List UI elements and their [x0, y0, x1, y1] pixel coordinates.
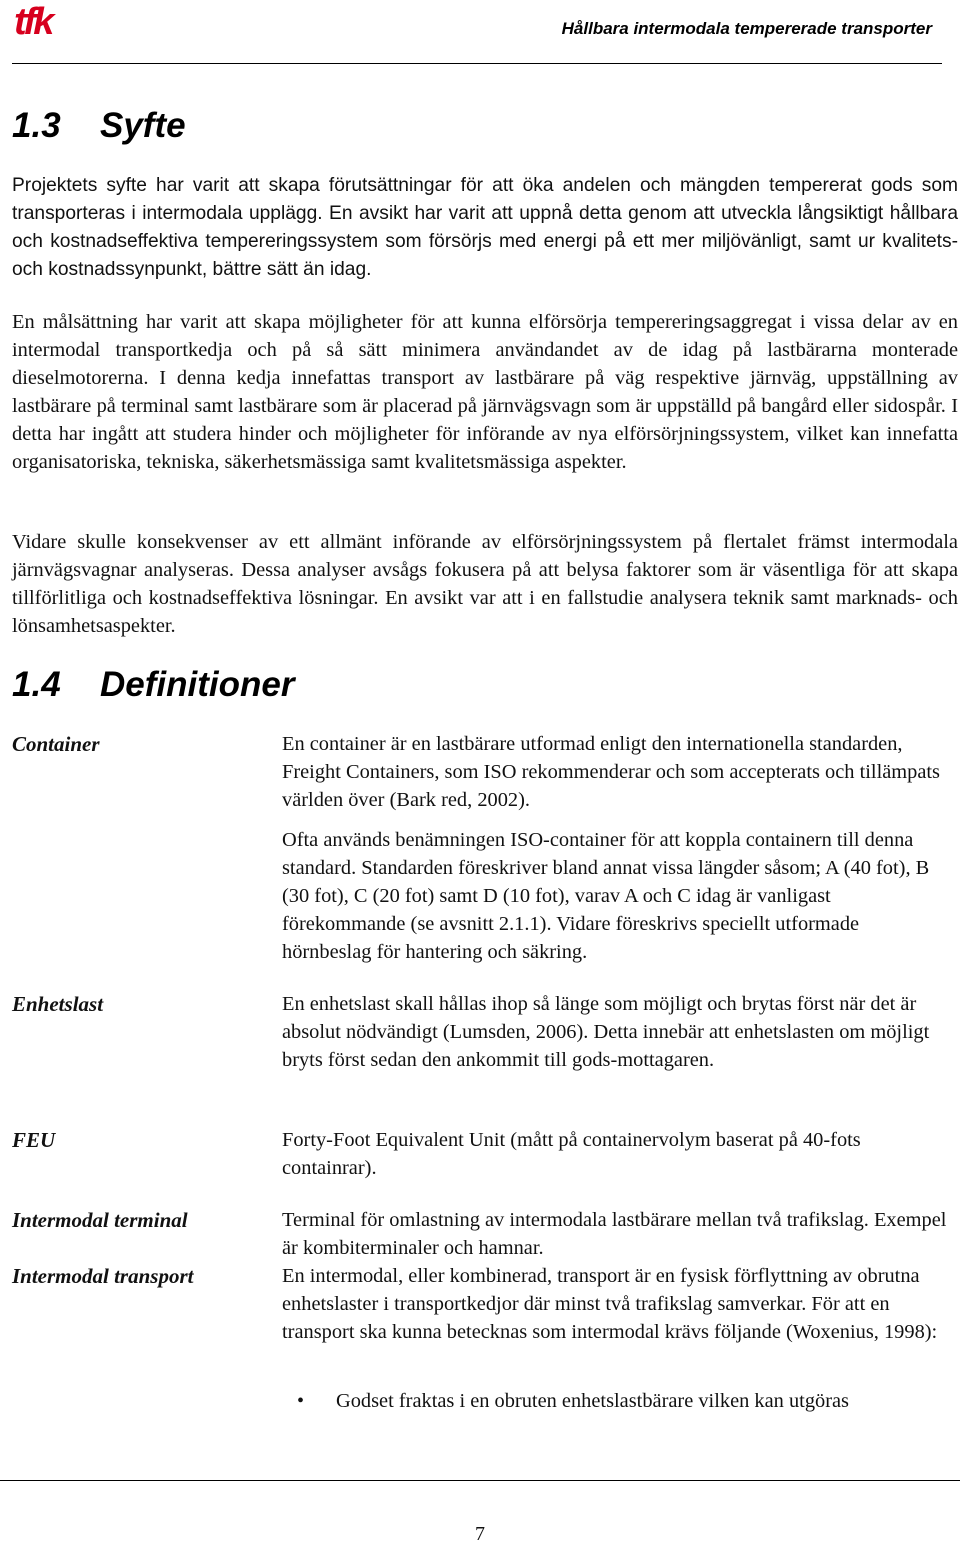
- definition-container-2: Ofta används benämningen ISO-container för att koppla containern till denna standard. Standarden föreskriver bland annat vissa längder såsom; A (40 fot), B (30 fot), C (20 fot) samt D (10 fot), varav A och C idag är vanligast förekommande (se avsnitt 2.1.1). Vidare föreskrivs speciellt utformade hörnbeslag för hantering och säkring.: [282, 829, 930, 963]
- term-intermodal-terminal: Intermodal terminal: [12, 1208, 188, 1232]
- definition-intermodal-transport: En intermodal, eller kombinerad, transport är en fysisk förflyttning av obrutna enhetslaster i transportkedjor där minst två trafikslag samverkar. För att en transport ska kunna betecknas som intermodal krävs följande (Woxenius, 1998):: [282, 1265, 938, 1343]
- definition-enhetslast: En enhetslast skall hållas ihop så länge som möjligt och brytas först när det är absolut nödvändigt (Lumsden, 2006). Detta innebär att enhetslasten om möjligt bryts först sedan den ankommit till gods-mottagaren.: [282, 993, 930, 1071]
- header-divider: [12, 63, 942, 64]
- tfk-logo: tfk: [14, 1, 52, 43]
- section-title: Syfte: [100, 106, 186, 145]
- running-header-title: Hållbara intermodala tempererade transporter: [561, 19, 932, 38]
- definition-bullet-item: Godset fraktas i en obruten enhetslastbärare vilken kan utgöras: [336, 1390, 849, 1412]
- section-number: 1.3: [12, 106, 61, 145]
- bullet-icon: •: [297, 1390, 305, 1412]
- definition-feu: Forty-Foot Equivalent Unit (mått på containervolym baserat på 40-fots containrar).: [282, 1129, 861, 1179]
- term-enhetslast: Enhetslast: [12, 992, 104, 1016]
- syfte-paragraph-3: Vidare skulle konsekvenser av ett allmänt införande av elförsörjningssystem på flertalet främst intermodala järnvägsvagnar analyseras. Dessa analyser avsågs fokusera på att belysa faktorer som är väsentliga för att skapa tillförlitliga och kostnadseffektiva lösningar. En avsikt var att i en fallstudie analysera teknik samt marknads- och lönsamhetsaspekter.: [12, 531, 958, 637]
- syfte-paragraph-2: En målsättning har varit att skapa möjligheter för att kunna elförsörja tempereringsaggregat i vissa delar av en intermodal transportkedja och på så sätt minimera användandet av de idag på lastbärarna monterade dieselmotorerna. I denna kedja innefattas transport av lastbärare på väg respektive järnväg, uppställning av lastbärare på terminal samt lastbärare som är placerad på järnvägsvagn som är uppställd på bangård eller sidospår. I detta har ingått att studera hinder och möjligheter för införande av nya elförsörjningssystem, vilket kan innefatta organisatoriska, tekniska, säkerhetsmässiga samt kvalitetsmässiga aspekter.: [12, 311, 958, 473]
- page-number: 7: [475, 1523, 485, 1545]
- term-intermodal-transport: Intermodal transport: [12, 1264, 194, 1288]
- footer-divider: [0, 1480, 960, 1481]
- term-container: Container: [12, 732, 100, 756]
- term-feu: FEU: [12, 1128, 56, 1152]
- definition-intermodal-terminal: Terminal för omlastning av intermodala lastbärare mellan två trafikslag. Exempel är kombiterminaler och hamnar.: [282, 1209, 947, 1259]
- definition-container-1: En container är en lastbärare utformad enligt den internationella standarden, Freight Containers, som ISO rekommenderar och som accepterats och tillämpats världen över (Bark red, 2002).: [282, 733, 940, 811]
- section-number: 1.4: [12, 665, 61, 704]
- section-heading-syfte: [12, 106, 186, 146]
- syfte-paragraph-1: Projektets syfte har varit att skapa förutsättningar för att öka andelen och mängden tempererat gods som transporteras i intermodala upplägg. En avsikt har varit att uppnå detta genom att utveckla långsiktigt hållbara och kostnadseffektiva tempereringssystem som försörjs med energi på ett mer miljövänligt, samt ur kvalitets- och kostnadssynpunkt, bättre sätt än idag.: [12, 175, 958, 280]
- section-title: Definitioner: [100, 665, 295, 704]
- section-heading-definitioner: [12, 665, 294, 705]
